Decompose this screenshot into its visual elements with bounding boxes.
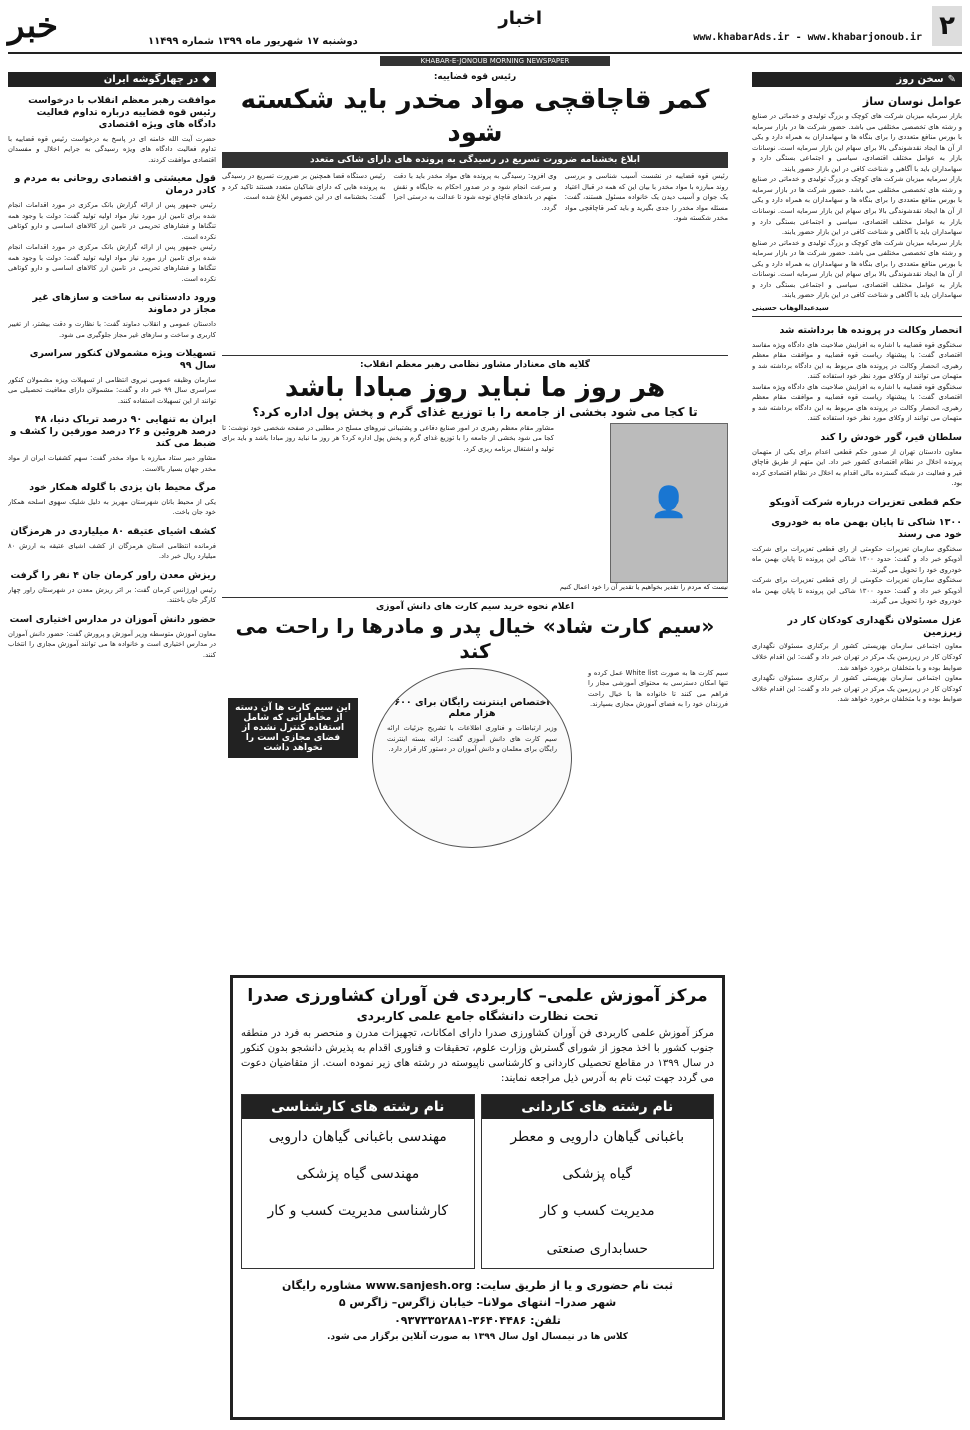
regional-header-label: در چهارگوشه ایران: [103, 74, 199, 85]
news-text-cont: سخنگوی قوه قضاییه با اشاره به افزایش صلاحیت های دادگاه ویژه مفاسد اقتصادی گفت: با پیشنهاد ریاست قوه قضاییه و موافقت مقام معظم رهبری، انحصار وکالت در پرونده های مربوط به این دادگاه برداشته شد و متهمان می توانند از وکلای مورد نظر خود استفاده کنند.: [752, 382, 962, 423]
course-item: کارشناسی مدیریت کسب و کار: [267, 1203, 449, 1220]
editorial-text-cont: بازار سرمایه میزبان شرکت های کوچک و بزرگ تولیدی و خدماتی در صنایع و رشته های تخصصی مختلفی می باشد. حضور شرکت ها در بازار سرمایه با بورس منافع متعددی را برای بنگاه ها و سهامداران به همراه دارد و یکی از آن ها ایجاد نقدشوندگی بالا برای سهام این بازار سرمایه است. نوسانات بازار به عوامل مختلف اقتصادی، سیاسی و اجتماعی بستگی دارد و سهامداران باید با آگاهی و شناخت کافی در این بازار حضور یابند.: [752, 175, 962, 237]
page-number: ۲: [932, 6, 962, 46]
news-title: موافقت رهبر معظم انقلاب با درخواست رئیس قوه قضاییه درباره تداوم فعالیت دادگاه های ویژه اقتصادی: [28, 95, 216, 130]
editorial-author: سیدعبدالوهاب حسینی: [752, 303, 829, 312]
news-title: ریزش معدن راور کرمان جان ۴ نفر را گرفت: [10, 569, 216, 581]
news-text: یکی از محیط بانان شهرستان مهریز به دلیل شلیک سهوی اسلحه همکار خود جان باخت.: [8, 497, 216, 517]
newspaper-logo: خبر: [8, 6, 59, 46]
right-column: [752, 72, 962, 705]
news-subtitle: ۱۳۰۰ شاکی تا پایان بهمن ماه به خودروی خود می رسند: [771, 516, 962, 540]
site-urls[interactable]: www.khabarAds.ir - www.khabarjonoub.ir: [693, 32, 922, 43]
news-text: رئیس اورژانس کرمان گفت: بر اثر ریزش معدن در شهرستان راور چهار کارگر جان باختند.: [8, 585, 216, 605]
masthead: [8, 6, 962, 54]
story2-text: مشاور مقام معظم رهبری در امور صنایع دفاعی و پشتیبانی نیروهای مسلح در مطلبی در صفحه شخصی خود نوشت: تا کجا می شود بخشی از جامعه را با توزیع غذای گرم و پخش پول اداره کرد؟ هر روز ما نباید روز مبادا باشد و باید برای تولید و اشتغال برنامه ریزی کرد.: [222, 423, 554, 453]
news-title: کشف اشیای عتیقه ۸۰ میلیاردی در هرمزگان: [10, 526, 216, 537]
lead-text: رئیس قوه قضاییه در نشست آسیب شناسی و بررسی روند مبارزه با مواد مخدر با بیان این که همه در قبال اعتیاد یک جوان و آسیب دیدن یک خانواده مسئول هستند، گفت: مسئله مواد مخدر را جدی بگیرید و باید کمر قاچاقچی مواد مخدر شکسته شود.: [564, 172, 728, 223]
news-text: فرمانده انتظامی استان هرمزگان از کشف اشیای عتیقه به ارزش ۸۰ میلیارد ریال خبر داد.: [8, 541, 216, 561]
story2-photo-block: [560, 423, 728, 593]
date-line: دوشنبه ۱۷ شهریور ماه ۱۳۹۹ شماره ۱۱۴۹۹: [148, 36, 358, 47]
photo-caption: نیست که مردم را تقدیر بخواهیم یا تقدیر آن را خود اعمال کنیم: [559, 582, 728, 591]
circle-title: اختصاص اینترنت رایگان برای ۶۰۰ هزار معلم: [394, 696, 550, 720]
bachelor-courses: [241, 1094, 475, 1269]
news-title: حضور دانش آموزان در مدارس اختیاری است: [9, 613, 216, 625]
divider: [752, 316, 962, 317]
editorial-header: [752, 72, 962, 87]
course-item: مهندسی گیاه پزشکی: [296, 1166, 420, 1183]
ad-text: مرکز آموزش علمی کاربردی فن آوران کشاورزی صدرا دارای امکانات، تجهیزات مدرن و منحصر به فرد در منطقه جنوب کشور با اخذ مجوز از شورای گسترش وزارت علوم، تحقیقات و فناوری اقدام به پذیرش دانشجو بدون کنکور در سال ۱۳۹۹ در مقاطع تحصیلی کاردانی و کارشناسی ناپیوسته در رشته های زیر نموده است. از متقاضیان دعوت می گردد جهت ثبت نام به آدرس ذیل مراجعه نمایند:: [241, 1028, 714, 1084]
ad-courses-table: [241, 1094, 714, 1269]
center-column: [222, 72, 728, 853]
course-item: گیاه پزشکی: [562, 1166, 633, 1183]
editorial-header-label: سخن روز: [896, 74, 944, 85]
story2-body: [222, 423, 728, 593]
ad-address: شهر صدرا– انتهای مولانا– خیابان زاگرس– زاگرس ۵: [338, 1296, 617, 1310]
news-title: عزل مسئولان نگهداری کودکان کار در زیرزمین: [787, 614, 962, 638]
lead-headline: کمر قاچاقچی مواد مخدر باید شکسته شود: [240, 85, 710, 148]
news-text: حضرت آیت الله خامنه ای در پاسخ به درخواست رئیس قوه قضاییه با تداوم فعالیت دادگاه های ویژه رسیدگی به جرایم اخلال و مفسدان اقتصادی موافقت کردند.: [8, 134, 216, 164]
divider: [222, 355, 728, 356]
ad-footer: کلاس ها در نیمسال اول سال ۱۳۹۹ به صورت آنلاین برگزار می شود.: [327, 1331, 628, 1342]
news-text: مشاور دبیر ستاد مبارزه با مواد مخدر گفت: سهم کشفیات ایران از مواد مخدر جهان بسیار بالاست.: [8, 454, 216, 473]
lead-text: رئیس دستگاه قضا همچنین بر ضرورت تسریع در رسیدگی به پرونده هایی که دارای شاکیان متعدد هستند تاکید کرد و گفت: بخشنامه ای در این خصوص ابلاغ شده است.: [222, 172, 386, 202]
course-item: باغبانی گیاهان دارویی و معطر: [510, 1129, 685, 1145]
news-title: قول معیشتی و اقتصادی روحانی به مردم و کادر درمان: [14, 173, 216, 197]
news-text: معاون دادستان تهران از صدور حکم قطعی اعدام برای یکی از متهمان پرونده اخلال در نظام اقتصادی کشور خبر داد. این متهم از طریق قاچاق قیر و فعالیت در شبکه گسترده مالی اقدام به اخلال در نظام اقتصادی کرده بود.: [752, 447, 962, 488]
divider: [222, 597, 728, 598]
story2-subhead: تا کجا می شود بخشی از جامعه را با توزیع غذای گرم و پخش پول اداره کرد؟: [252, 404, 698, 419]
news-title: تسهیلات ویژه مشمولان کنکور سراسری سال ۹۹: [29, 348, 216, 371]
story3-body: [222, 668, 728, 853]
left-column: [8, 72, 216, 660]
story2-headline: هر روز ما نباید روز مبادا باشد: [284, 373, 666, 403]
section-title: اخبار: [498, 8, 542, 29]
story3-headline: «سیم کارت شاد» خیال پدر و مادرها را راحت می کند: [235, 613, 715, 663]
lead-kicker: رئیس قوه قضاییه:: [433, 72, 517, 82]
map-icon: ◆: [202, 74, 210, 85]
news-title: انحصار وکالت در پرونده ها برداشته شد: [779, 324, 962, 336]
lead-body: [222, 171, 728, 351]
ad-phone: تلفن: ۳۶۴۰۴۴۸۶-۰۹۳۷۳۳۵۲۸۸۱: [394, 1313, 561, 1327]
pen-icon: ✎: [947, 74, 956, 85]
education-ad: [230, 975, 725, 1420]
news-title: حکم قطعی تعزیرات درباره شرکت آذویکو: [769, 496, 962, 508]
course-item: حسابداری صنعتی: [546, 1240, 648, 1257]
bachelor-header: نام رشته های کارشناسی: [242, 1095, 474, 1119]
course-item: مهندسی باغبانی گیاهان دارویی: [268, 1129, 447, 1145]
story2-kicker: گلایه های معنادار مشاور نظامی رهبر معظم انقلاب:: [360, 360, 590, 370]
editorial-text-cont2: بازار سرمایه میزبان شرکت های کوچک و بزرگ تولیدی و خدماتی در صنایع و رشته های تخصصی مختلفی می باشد. حضور شرکت ها در بازار سرمایه با بورس منافع متعددی را برای بنگاه ها و سهامداران به همراه دارد و یکی از آن ها ایجاد نقدشوندگی بالا برای سهام این بازار سرمایه است. نوسانات بازار به عوامل مختلف اقتصادی، سیاسی و اجتماعی بستگی دارد و سهامداران باید با آگاهی و شناخت کافی در این بازار حضور یابند.: [752, 238, 962, 300]
lead-text: وی افزود: رسیدگی به پرونده های مواد مخدر باید با دقت و سرعت انجام شود و در صدور احکام به جایگاه و نقش متهم در باندهای قاچاق توجه شود تا عدالت به درستی اجرا گردد.: [393, 172, 557, 212]
news-text: سخنگوی سازمان تعزیرات حکومتی از رای قطعی تعزیرات برای شرکت آذویکو خبر داد و گفت: حدود ۱۳۰۰ شاکی این پرونده تا پایان بهمن ماه خودروی خود را تحویل می گیرند.: [752, 544, 962, 574]
ad-subtitle: تحت نظارت دانشگاه جامع علمی کاربردی: [356, 1009, 599, 1023]
course-item: مدیریت کسب و کار: [539, 1203, 655, 1220]
news-text: سازمان وظیفه عمومی نیروی انتظامی از تسهیلات ویژه مشمولان کنکور سراسری سال ۹۹ خبر داد و گفت: مشمولان دارای معافیت تحصیلی می توانند از این تسهیلات استفاده کنند.: [8, 375, 216, 405]
news-title: ورود دادستانی به ساخت و سازهای غیر مجاز در دماوند: [32, 292, 216, 316]
highlight-circle: [372, 668, 572, 848]
editorial-text: بازار سرمایه میزبان شرکت های کوچک و بزرگ تولیدی و خدماتی در صنایع و رشته های تخصصی مختلفی می باشد. حضور شرکت ها در بازار سرمایه با بورس منافع متعددی را برای بنگاه ها و سهامداران به همراه دارد و یکی از آن ها ایجاد نقدشوندگی بالا برای سهام این بازار سرمایه است. نوسانات بازار به عوامل مختلف اقتصادی، سیاسی و اجتماعی بستگی دارد و سهامداران باید با آگاهی و شناخت کافی در این بازار حضور یابند.: [752, 112, 962, 173]
circle-text: وزیر ارتباطات و فناوری اطلاعات با تشریح جزئیات ارائه سیم کارت های دانش آموزی گفت: ارائه بسته اینترنت رایگان برای معلمان و دانش آموزان در دستور کار قرار دارد.: [387, 724, 557, 754]
news-text: معاون اجتماعی سازمان بهزیستی کشور از برکناری مسئولان نگهداری کودکان کار در زیرزمین یک مرکز در تهران خبر داد و گفت: این اقدام خلاف ضوابط بوده و با متخلفان برخورد خواهد شد.: [752, 642, 962, 672]
associate-header: نام رشته های کاردانی: [482, 1095, 714, 1119]
news-title: ایران به تنهایی ۹۰ درصد تریاک دنیا، ۴۸ درصد هروئین و ۲۶ درصد مورفین را کشف و ضبط می کند: [10, 414, 216, 450]
editorial-title: عوامل نوسان ساز: [862, 95, 962, 108]
news-title: سلطان قیر، گور خودش را کند: [820, 431, 962, 443]
news-text-cont: رئیس جمهور پس از ارائه گزارش بانک مرکزی در مورد اقدامات انجام شده برای تامین ارز مورد نیاز مواد اولیه تولید گفت: دولت با وجود همه تنگناها و فشارهای تحریمی در تامین ارز کالاهای اساسی و دارو کوتاهی نکرده است.: [8, 243, 216, 283]
ad-register[interactable]: ثبت نام حضوری و یا از طریق سایت: www.sanjesh.org مشاوره رایگان: [282, 1278, 673, 1292]
news-text: سخنگوی قوه قضاییه با اشاره به افزایش صلاحیت های دادگاه ویژه مفاسد اقتصادی گفت: با پیشنهاد ریاست قوه قضاییه و موافقت مقام معظم رهبری، انحصار وکالت در پرونده های مربوط به این دادگاه برداشته شد و متهمان می توانند از وکلای مورد نظر خود استفاده کنند.: [752, 340, 962, 381]
news-title: مرگ محیط بان یزدی با گلوله همکار خود: [29, 482, 216, 494]
sim-card-sidebox: این سیم کارت ها آن دسته از مخاطراتی که شامل استفاده کنترل نشده از فضای مجازی است را نخواهد داشت: [228, 698, 358, 758]
news-text: رئیس جمهور پس از ارائه گزارش بانک مرکزی در مورد اقدامات انجام شده برای تامین ارز مورد نیاز مواد اولیه تولید گفت: دولت با وجود همه تنگناها و فشارهای تحریمی در تامین ارز کالاهای اساسی و دارو کوتاهی نکرده است.: [8, 200, 216, 241]
news-text: معاون آموزش متوسطه وزیر آموزش و پرورش گفت: حضور دانش آموزان در مدارس اختیاری است و خانواده ها می توانند آموزش مجازی را انتخاب کنند.: [8, 629, 216, 659]
associate-courses: [481, 1094, 715, 1269]
english-bar: KHABAR-E-JONOUB MORNING NEWSPAPER: [380, 56, 610, 66]
news-text: دادستان عمومی و انقلاب دماوند گفت: با نظارت و دقت بیشتر، از تغییر کاربری و ساخت و سازهای غیر مجاز جلوگیری می شود.: [8, 319, 216, 339]
story3-kicker: اعلام نحوه خرید سیم کارت های دانش آموزی: [376, 601, 574, 612]
lead-subbar: ابلاغ بخشنامه ضرورت تسریع در رسیدگی به پرونده های دارای شاکی متعدد: [222, 152, 728, 168]
regional-header: [8, 72, 216, 87]
news-text-cont: معاون اجتماعی سازمان بهزیستی کشور از برکناری مسئولان نگهداری کودکان کار در زیرزمین یک مرکز در تهران خبر داد و گفت: این اقدام خلاف ضوابط بوده و با متخلفان برخورد خواهد شد.: [752, 674, 962, 704]
story3-text: سیم کارت ها به صورت White list عمل کرده و تنها امکان دسترسی به محتوای آموزشی مجاز را فراهم می کنند تا خانواده ها با خیال راحت فرزندان خود را به فضای آموزش مجازی بسپارند.: [588, 668, 728, 709]
ad-title: مرکز آموزش علمی– کاربردی فن آوران کشاورزی صدرا: [247, 986, 708, 1006]
news-text-cont: سخنگوی سازمان تعزیرات حکومتی از رای قطعی تعزیرات برای شرکت آذویکو خبر داد و گفت: حدود ۱۳۰۰ شاکی این پرونده تا پایان بهمن ماه خودروی خود را تحویل می گیرند.: [752, 576, 962, 606]
person-photo: 👤: [610, 423, 728, 583]
